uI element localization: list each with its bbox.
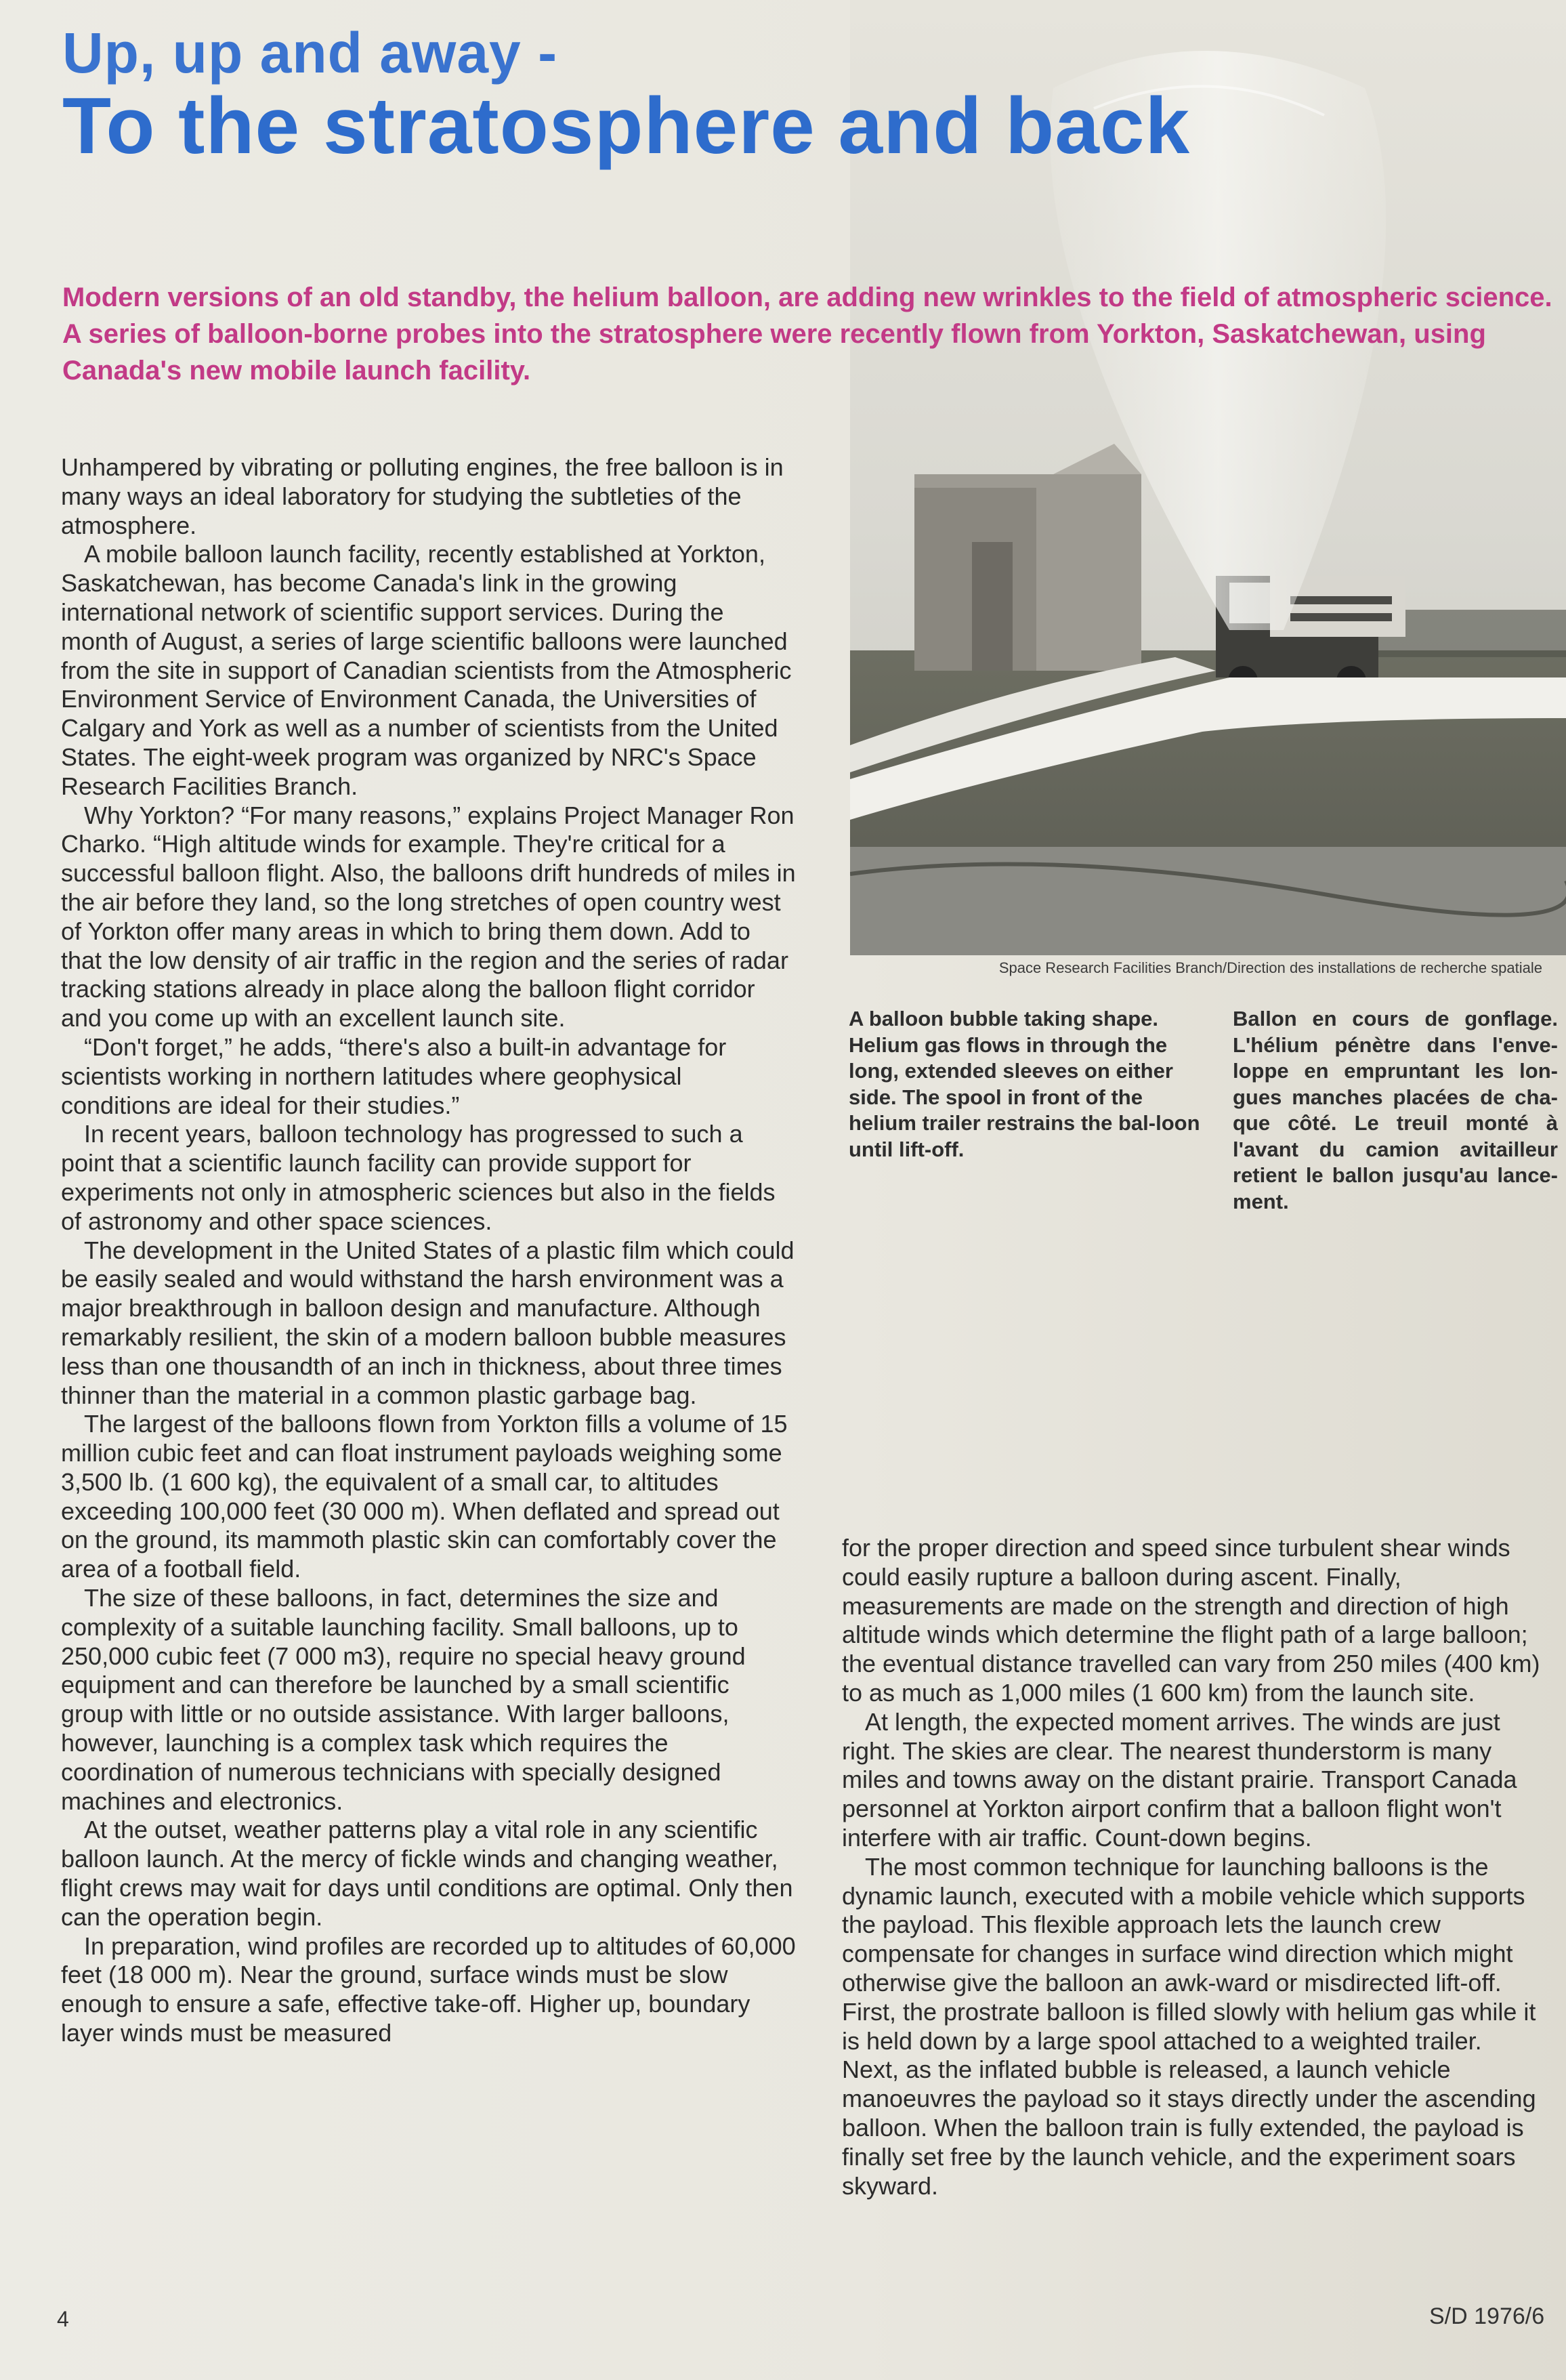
body-paragraph: At the outset, weather patterns play a vital role in any scientific balloon launch. At the mercy of fickle winds and changing weather, flight crews may wait for days until conditions are optimal. Only then can the operation begin. bbox=[61, 1816, 793, 1931]
body-paragraph: The largest of the balloons flown from Yorkton fills a volume of 15 million cubic feet and can float instrument payloads weighing some 3,500 lb. (1 600 kg), the equivalent of a small car, to altitudes exceeding 100,000 feet (30 000 m). When deflated and spread out on the ground, its mammoth plastic skin can comfortably cover the area of a football field. bbox=[61, 1410, 788, 1583]
issue-number: S/D 1976/6 bbox=[1429, 2303, 1545, 2329]
body-paragraph: for the proper direction and speed since turbulent shear winds could easily rupture a balloon during ascent. Finally, measurements are made on the strength and direction of high altitude winds which determine the flight path of a large balloon; the eventual distance travelled can vary from 250 miles (400 km) to as much as 1,000 miles (1 600 km) from the launch site. bbox=[842, 1534, 1540, 1707]
headline-main: To the stratosphere and back bbox=[62, 81, 1191, 171]
lede-paragraph: Modern versions of an old standby, the helium balloon, are adding new wrinkles to the field of atmospheric science. A series of balloon-borne probes into the stratosphere were recently flown from Yorkton, Saskatchewan, using Canada's new mobile launch facility. bbox=[62, 283, 1552, 385]
body-paragraph: “Don't forget,” he adds, “there's also a built-in advantage for scientists working in northern latitudes where geophysical conditions are ideal for their studies.” bbox=[61, 1032, 727, 1119]
body-paragraph: In recent years, balloon technology has progressed to such a point that a scientific launch facility can provide support for experiments not only in atmospheric sciences but also in the fields of astronomy and other space sciences. bbox=[61, 1120, 776, 1235]
body-column-left bbox=[61, 453, 796, 2048]
body-column-right bbox=[842, 1534, 1543, 2200]
body-paragraph: The size of these balloons, in fact, determines the size and complexity of a suitable launching facility. Small balloons, up to 250,000 cubic feet (7 000 m3), require no special heavy ground equipment and can therefore be launched by a small scientific group with little or no outside assistance. With larger balloons, however, launching is a complex task which requires the coordination of numerous technicians with specially designed machines and electronics. bbox=[61, 1584, 746, 1815]
headline-kicker: Up, up and away - bbox=[62, 21, 558, 85]
page-number: 4 bbox=[57, 2307, 69, 2331]
photo-credit: Space Research Facilities Branch/Direction des installations de recherche spatiale bbox=[998, 959, 1542, 976]
body-paragraph: The most common technique for launching balloons is the dynamic launch, executed with a mobile vehicle which supports the payload. This flexible approach lets the launch crew compensate for changes in surface wind direction which might otherwise give the balloon an awk-ward or misdirected lift-off. First, the prostrate balloon is filled slowly with helium gas while it is held down by a large spool attached to a weighted trailer. Next, as the inflated bubble is released, a launch vehicle manoeuvres the payload so it stays directly under the ascending balloon. When the balloon train is fully extended, the payload is finally set free by the launch vehicle, and the experiment soars skyward. bbox=[842, 1852, 1536, 2200]
body-paragraph: In preparation, wind profiles are recorded up to altitudes of 60,000 feet (18 000 m). Near the ground, surface winds must be slow enough to ensure a safe, effective take-off. Higher up, boundary layer winds must be measured bbox=[61, 1932, 796, 2047]
caption-french: Ballon en cours de gonflage. L'hélium pénètre dans l'enve-loppe en empruntant les lon-gues manches placées de cha-que côté. Le treuil monté à l'avant du camion avitailleur retient le ballon jusqu'au lance-ment. bbox=[1233, 1007, 1558, 1213]
body-paragraph: A mobile balloon launch facility, recently established at Yorkton, Saskatchewan, has become Canada's link in the growing international network of scientific support services. During the month of August, a series of large scientific balloons were launched from the site in support of Canadian scientists from the Atmospheric Environment Service of Environment Canada, the Universities of Calgary and York as well as a number of scientists from the United States. The eight-week program was organized by NRC's Space Research Facilities Branch. bbox=[61, 540, 792, 800]
body-paragraph: Why Yorkton? “For many reasons,” explains Project Manager Ron Charko. “High altitude winds for example. They're critical for a successful balloon flight. Also, the balloons drift hundreds of miles in the air before they land, so the long stretches of open country west of Yorkton offer many areas in which to bring them down. Add to that the low density of air traffic in the region and the series of radar tracking stations already in place along the balloon flight corridor and you come up with an excellent launch site. bbox=[61, 801, 796, 1032]
body-paragraph: Unhampered by vibrating or polluting engines, the free balloon is in many ways an ideal laboratory for studying the subtleties of the atmosphere. bbox=[61, 453, 784, 539]
body-paragraph: The development in the United States of a plastic film which could be easily sealed and would withstand the harsh environment was a major breakthrough in balloon design and manufacture. Although remarkably resilient, the skin of a modern balloon bubble measures less than one thousandth of an inch in thickness, about three times thinner than the material in a common plastic garbage bag. bbox=[61, 1236, 795, 1409]
body-paragraph: At length, the expected moment arrives. The winds are just right. The skies are clear. The nearest thunderstorm is many miles and towns away on the distant prairie. Transport Canada personnel at Yorkton airport confirm that a balloon flight won't interfere with air traffic. Count-down begins. bbox=[842, 1707, 1517, 1852]
caption-english: A balloon bubble taking shape. Helium gas flows in through the long, extended sleeves on either side. The spool in front of the helium trailer restrains the bal-loon until lift-off. bbox=[849, 1007, 1200, 1161]
